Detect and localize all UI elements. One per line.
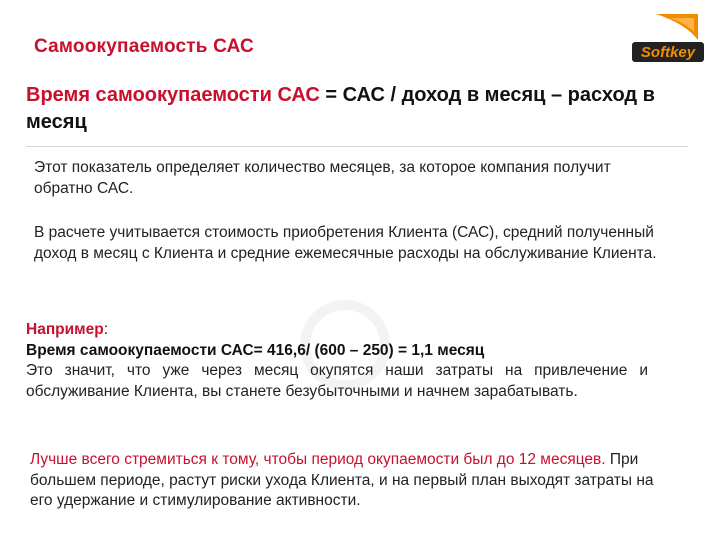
slide-title: Самоокупаемость САС <box>34 36 254 57</box>
example-heading <box>26 320 648 341</box>
example-block <box>26 320 648 402</box>
softkey-logo <box>626 10 708 68</box>
example-formula: Время самоокупаемости САС= 416,6/ (600 – 250) = 1,1 месяц <box>26 341 485 359</box>
example-label-colon: : <box>103 321 109 338</box>
paragraph-definition: Этот показатель определяет количество месяцев, за которое компания получит обратно САС. <box>34 159 611 197</box>
advice-rest: При большем периоде, растут риски ухода Клиента, и на первый план выходят затраты на его удержание и стимулирование активности. <box>30 451 654 509</box>
headline <box>26 82 686 136</box>
advice-highlight: Лучше всего стремиться к тому, чтобы период окупаемости был до 12 месяцев. <box>30 451 606 468</box>
example-explanation: Это значит, что уже через месяц окупятся наши затраты на привлечение и обслуживание Клиента, вы станете безубыточными и начнем зарабатывать. <box>26 362 648 400</box>
logo-wordmark: Softkey <box>640 44 696 61</box>
advice-paragraph <box>30 450 670 512</box>
headline-formula: = САС / доход в месяц – расход в месяц <box>26 84 655 133</box>
softkey-logo-graphic <box>626 10 708 68</box>
example-label: Например <box>26 321 104 338</box>
divider <box>26 146 688 147</box>
headline-term: Время самоокупаемости САС <box>26 84 320 106</box>
paragraph-calculation: В расчете учитывается стоимость приобретения Клиента (САС), средний полученный доход в месяц с Клиента и средние ежемесячные расходы на обслуживание Клиента. <box>34 224 657 262</box>
